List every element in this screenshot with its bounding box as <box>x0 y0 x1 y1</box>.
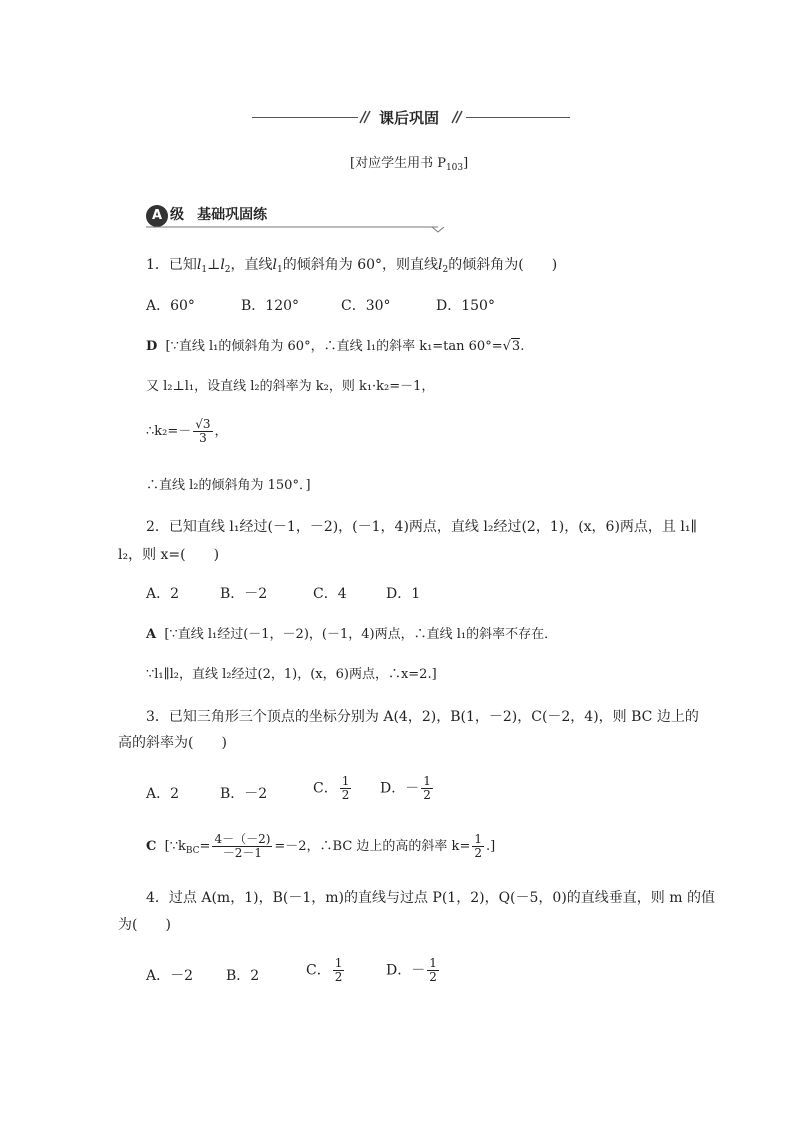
fraction: $\frac{1}{2}$ <box>474 832 482 860</box>
question-4-option-c: C． $\frac{1}{2}$ <box>306 956 343 984</box>
question-1-answer-line-1: D [∵直线 l₁的倾斜角为 60°，∴直线 l₁的斜率 k₁=tan 60°=√3. <box>146 339 525 354</box>
section-badge-suffix: 级 <box>170 207 184 223</box>
book-reference: [对应学生用书 $P_{103}$] <box>350 156 469 173</box>
section-underline <box>146 226 446 234</box>
fraction: $\frac{4-(-2)}{-2-1}$ <box>214 832 271 860</box>
question-1-option-a: A．60° <box>146 298 195 314</box>
question-3-option-b: B．－2 <box>220 786 268 802</box>
question-2-answer-line-2: ∵l₁∥l₂，直线 l₂经过(2，1)，(x，6)两点，∴x=2.] <box>146 667 437 682</box>
question-2-option-c: C．4 <box>313 586 347 602</box>
section-badge: A <box>146 205 168 227</box>
header-rule-right <box>466 117 570 118</box>
question-3-stem-line-1: 3．已知三角形三个顶点的坐标分别为 A(4，2)，B(1，－2)，C(－2，4)，则 BC 边上的 <box>146 709 699 725</box>
question-2-option-b: B．－2 <box>220 586 268 602</box>
fraction: $\frac{1}{2}$ <box>429 956 437 984</box>
question-3-option-a: A．2 <box>146 786 180 802</box>
question-1-option-b: B．120° <box>241 298 300 314</box>
question-1-answer-line-2: 又 l₂⊥l₁，设直线 l₂的斜率为 k₂，则 k₁·k₂=－1， <box>146 379 435 394</box>
question-4-stem-line-1: 4．过点 A(m，1)，B(－1，m)的直线与过点 P(1，2)，Q(－5，0)的直线垂直，则 m 的值 <box>146 890 715 906</box>
question-2-option-d: D．1 <box>386 586 421 602</box>
question-1-stem: 1．已知$l_1\perp l_2$，直线$l_1$的倾斜角为 60°，则直线$l_2$的倾斜角为( ) <box>146 257 558 275</box>
question-1-option-c: C．30° <box>341 298 391 314</box>
question-2-stem-line-1: 2．已知直线 l₁经过(－1，－2)，(－1，4)两点，直线 l₂经过(2，1)，(x，6)两点，且 l₁∥ <box>146 519 697 535</box>
hatch-left-icon <box>358 110 372 124</box>
fraction: $\frac{1}{2}$ <box>341 774 350 802</box>
question-2-answer-line-1: A [∵直线 l₁经过(－1，－2)，(－1，4)两点，∴直线 l₁的斜率不存在． <box>146 627 558 642</box>
fraction: $\frac{1}{2}$ <box>334 956 343 984</box>
fraction: $\frac{1}{2}$ <box>423 774 431 802</box>
header-rule-left <box>252 117 358 118</box>
section-header <box>146 204 267 227</box>
question-1-answer-line-4: ∴直线 l₂的倾斜角为 150°．] <box>146 478 311 493</box>
question-1-option-d: D．150° <box>436 298 495 314</box>
question-3-stem-line-2: 高的斜率为( ) <box>118 735 227 751</box>
page-title: 课后巩固 <box>379 109 440 127</box>
section-label: 基础巩固练 <box>197 207 268 223</box>
question-2-stem-line-2: l₂，则 x=( ) <box>118 547 220 563</box>
question-1-answer-line-3: ∴k₂=－ $\frac{√3}{3}$ ， <box>146 417 228 445</box>
hatch-right-icon <box>450 110 464 124</box>
question-4-option-b: B．2 <box>226 968 260 984</box>
question-3-option-c: C． $\frac{1}{2}$ <box>313 774 350 802</box>
question-2-option-a: A．2 <box>146 586 180 602</box>
question-4-option-d: D．－ $\frac{1}{2}$ <box>386 956 437 984</box>
question-4-stem-line-2: 为( ) <box>118 917 171 933</box>
question-3-answer: C [$\because k_{BC}=$ $\frac{4-(-2)}{-2-1}$ =－2，∴BC 边上的高的斜率 k= $\frac{1}{2}$ .] <box>146 832 496 860</box>
question-3-option-d: D．－ $\frac{1}{2}$ <box>380 774 431 802</box>
question-4-option-a: A．－2 <box>146 968 194 984</box>
fraction: $\frac{√3}{3}$ <box>195 417 211 445</box>
